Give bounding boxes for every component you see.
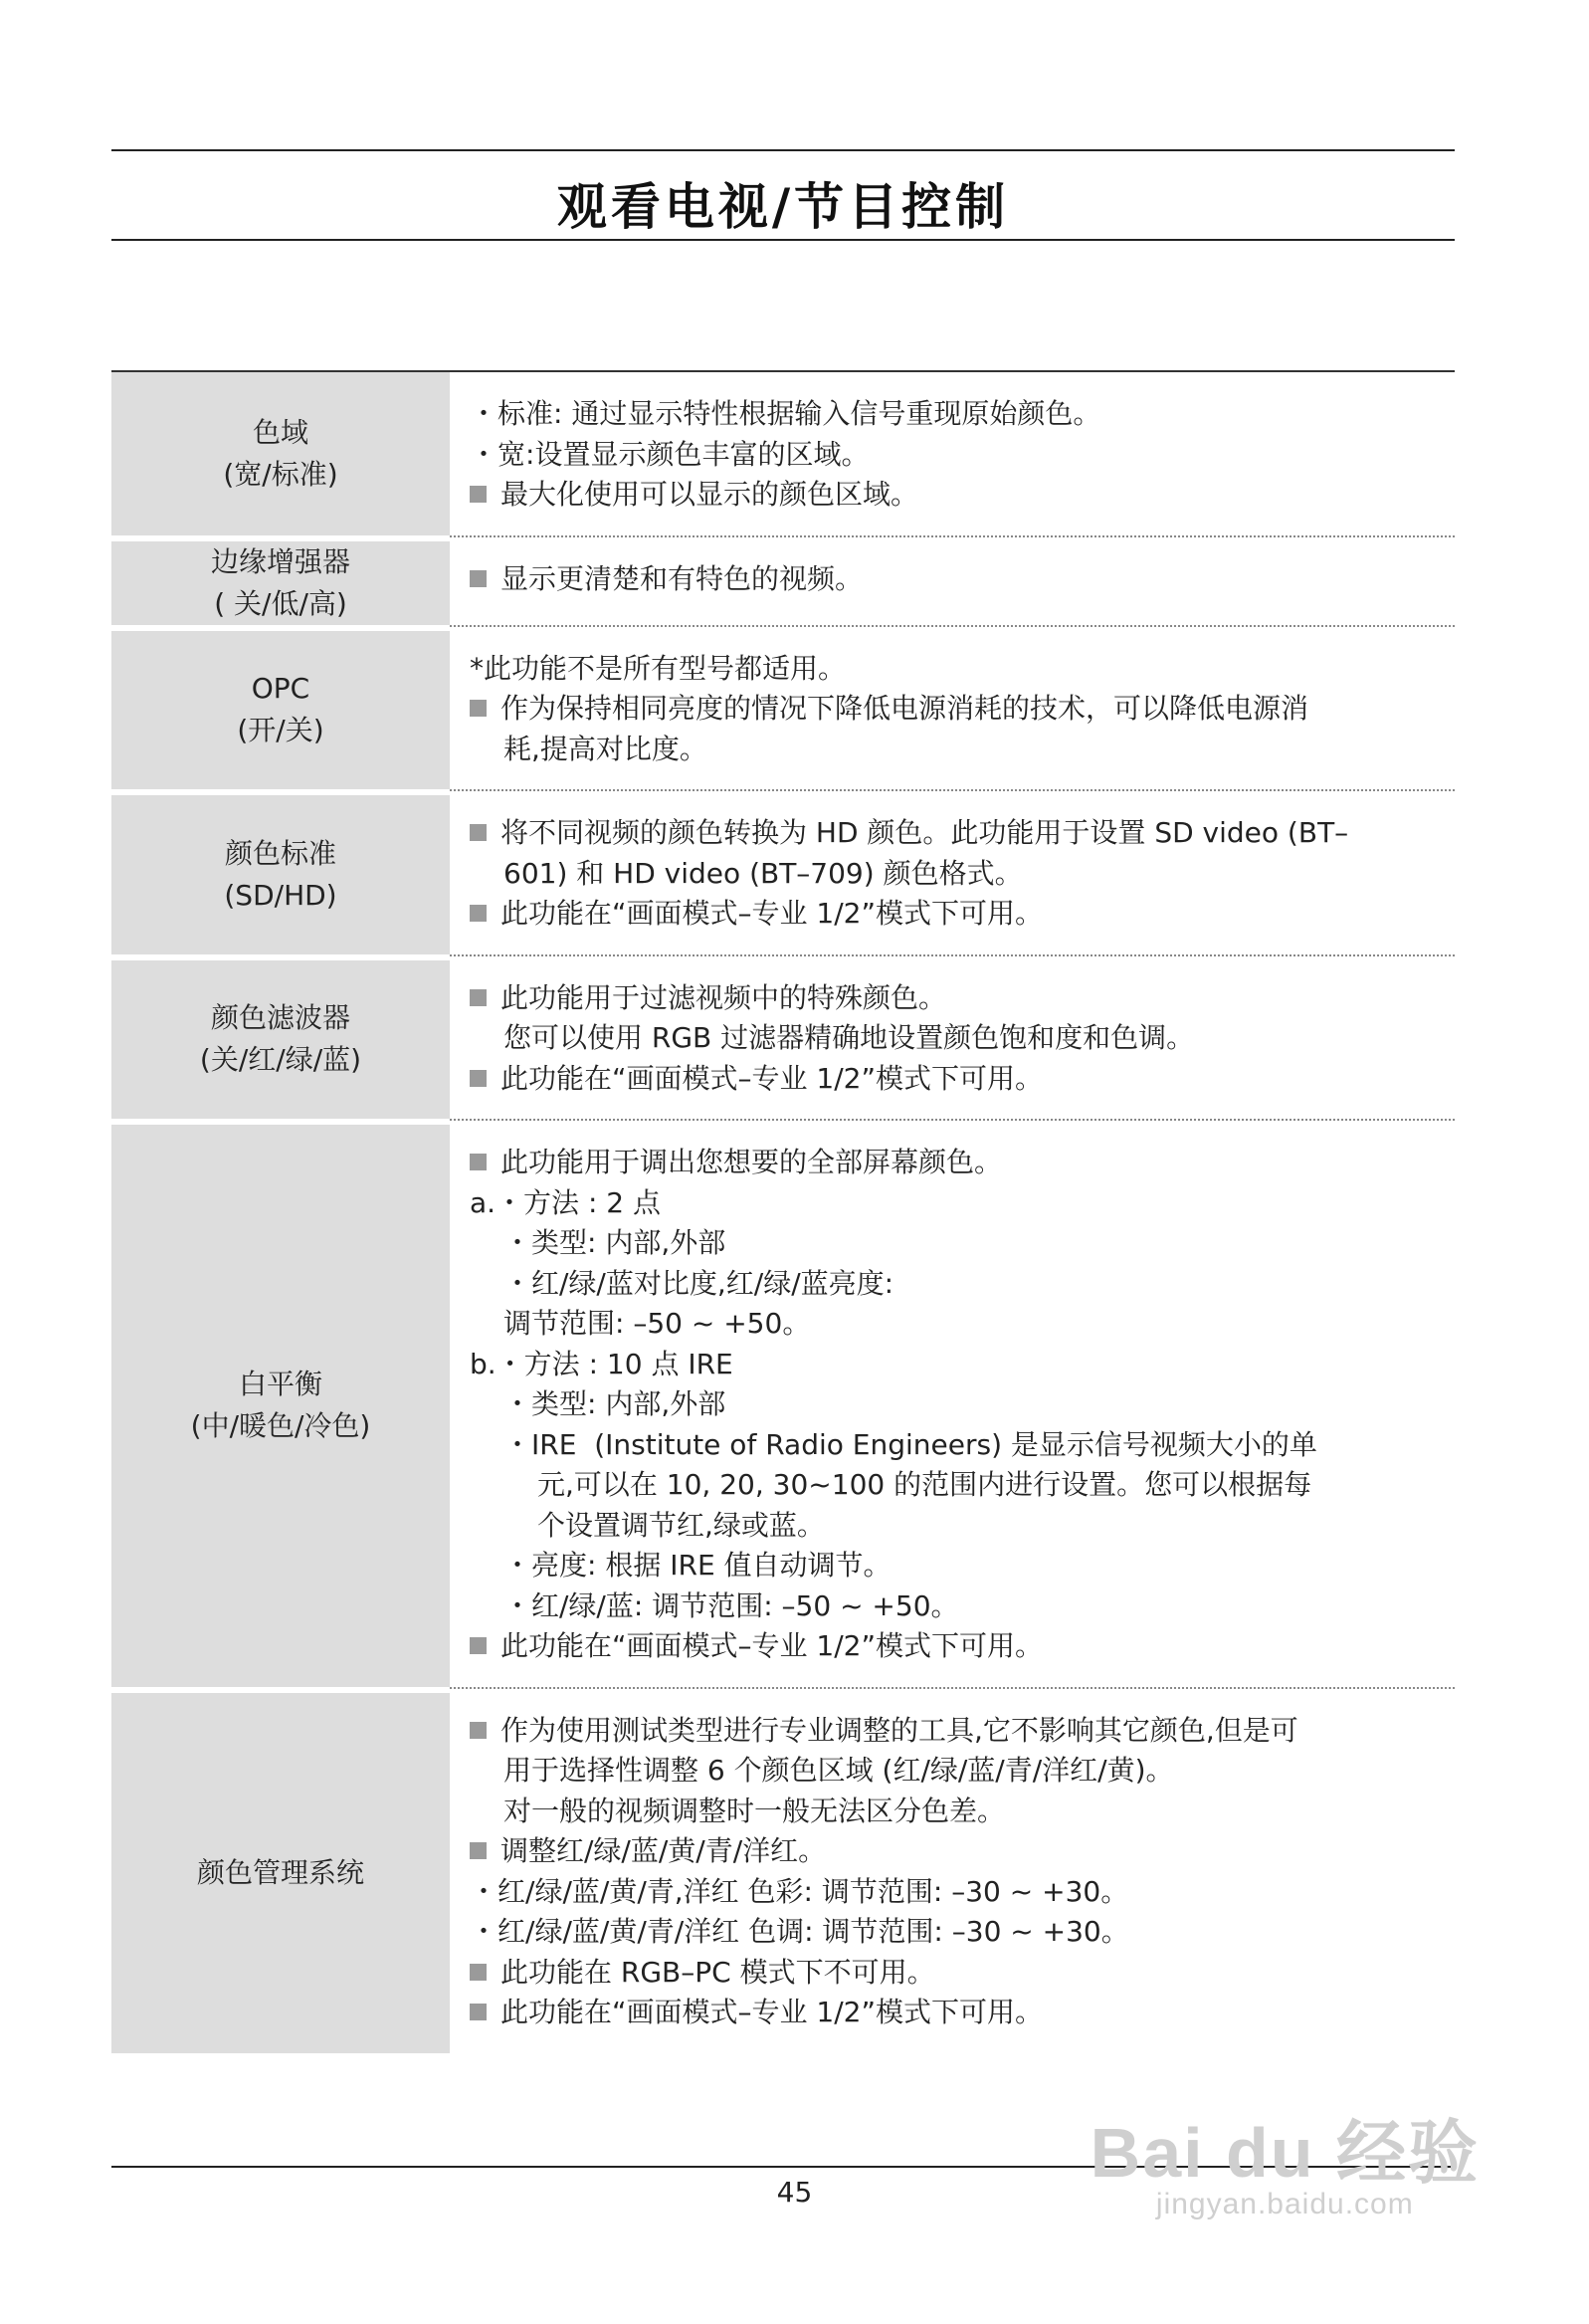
- description-line: [470, 689, 1455, 730]
- dot-bullet-icon: ・: [470, 437, 498, 471]
- description-text: 将不同视频的颜色转换为 HD 颜色。此功能用于设置 SD video (BT–: [500, 816, 1349, 849]
- description-line: [470, 1953, 1455, 1994]
- description-line: [470, 1912, 1455, 1953]
- description-line: [470, 1711, 1455, 1752]
- description-text: 作为使用测试类型进行专业调整的工具,它不影响其它颜色,但是可: [500, 1713, 1298, 1747]
- setting-description: [450, 625, 1455, 790]
- setting-label-line: ( 关/低/高): [214, 586, 347, 620]
- description-text: 调整红/绿/蓝/黄/青/洋红。: [500, 1834, 827, 1867]
- page-title: 观看电视/节目控制: [556, 178, 1010, 236]
- setting-label: [111, 1687, 450, 2053]
- setting-description: [450, 954, 1455, 1120]
- setting-label-line: 色域: [252, 415, 308, 449]
- settings-table: [111, 370, 1455, 2053]
- description-line: [470, 854, 1455, 895]
- description-line: [470, 1345, 1455, 1385]
- setting-row: [111, 789, 1455, 954]
- square-bullet-icon: [470, 1154, 487, 1170]
- page-number: 45: [776, 2176, 813, 2209]
- description-text: 元,可以在 10, 20, 30~100 的范围内进行设置。您可以根据每: [537, 1468, 1312, 1501]
- description-text: 此功能在 RGB–PC 模式下不可用。: [500, 1955, 935, 1989]
- description-line: [470, 1792, 1455, 1832]
- description-text: ・亮度: 根据 IRE 值自动调节。: [503, 1549, 892, 1582]
- setting-row: [111, 625, 1455, 790]
- setting-label-line: (开/关): [237, 714, 324, 747]
- description-text: 调节范围: –50 ~ +50。: [503, 1307, 811, 1340]
- description-line: [470, 894, 1455, 935]
- description-line: [470, 1304, 1455, 1345]
- square-bullet-icon: [470, 1637, 487, 1654]
- watermark-brand: Bai du 经验: [1090, 2114, 1480, 2192]
- description-text: 601) 和 HD video (BT–709) 颜色格式。: [503, 856, 1023, 890]
- description-line: [470, 1223, 1455, 1264]
- description-text: 对一般的视频调整时一般无法区分色差。: [503, 1794, 1006, 1827]
- setting-label: [111, 372, 450, 535]
- description-text: 此功能用于过滤视频中的特殊颜色。: [500, 980, 947, 1014]
- baidu-watermark: [1090, 2114, 1480, 2221]
- header-top-rule: [111, 149, 1455, 151]
- description-line: [470, 1872, 1455, 1913]
- description-line: [470, 1018, 1455, 1059]
- description-line: [470, 559, 1455, 600]
- setting-label: [111, 954, 450, 1120]
- header-bottom-rule: [111, 239, 1455, 241]
- description-text: 此功能在“画面模式–专业 1/2”模式下可用。: [500, 897, 1043, 930]
- setting-label-line: 颜色标准: [224, 836, 336, 870]
- description-text: 此功能在“画面模式–专业 1/2”模式下可用。: [500, 1996, 1043, 2028]
- square-bullet-icon: [470, 1842, 487, 1859]
- description-text: 标准: 通过显示特性根据输入信号重现原始颜色。: [497, 397, 1101, 430]
- setting-row: [111, 1119, 1455, 1687]
- setting-description: [450, 1119, 1455, 1687]
- setting-label-line: OPC: [251, 672, 310, 706]
- description-line: [470, 1586, 1455, 1627]
- square-bullet-icon: [470, 570, 487, 587]
- square-bullet-icon: [470, 1964, 487, 1981]
- description-line: [470, 1264, 1455, 1305]
- setting-label-line: 白平衡: [238, 1368, 322, 1401]
- description-line: [470, 1059, 1455, 1100]
- square-bullet-icon: [470, 1722, 487, 1739]
- setting-description: [450, 535, 1455, 625]
- description-text: ・类型: 内部,外部: [503, 1387, 726, 1420]
- setting-row: [111, 954, 1455, 1120]
- description-text: 用于选择性调整 6 个颜色区域 (红/绿/蓝/青/洋红/黄)。: [503, 1754, 1174, 1787]
- setting-label: [111, 535, 450, 625]
- description-text: 您可以使用 RGB 过滤器精确地设置颜色饱和度和色调。: [503, 1021, 1195, 1054]
- description-text: ・红/绿/蓝对比度,红/绿/蓝亮度:: [503, 1266, 894, 1300]
- description-line: [470, 730, 1455, 770]
- description-text: ・红/绿/蓝: 调节范围: –50 ~ +50。: [503, 1588, 959, 1622]
- square-bullet-icon: [470, 1070, 487, 1087]
- setting-row: [111, 535, 1455, 625]
- setting-label-line: (中/暖色/冷色): [190, 1409, 371, 1443]
- setting-label-line: 边缘增强器: [210, 544, 350, 578]
- description-text: 此功能用于调出您想要的全部屏幕颜色。: [500, 1146, 1003, 1178]
- description-text: *此功能不是所有型号都适用。: [470, 651, 847, 685]
- description-text: 红/绿/蓝/黄/青,洋红 色彩: 调节范围: –30 ~ +30。: [497, 1874, 1129, 1908]
- description-line: [470, 1183, 1455, 1224]
- square-bullet-icon: [470, 905, 487, 922]
- setting-description: [450, 1687, 1455, 2053]
- description-text: 显示更清楚和有特色的视频。: [500, 561, 864, 595]
- description-line: [470, 1506, 1455, 1547]
- setting-label: [111, 789, 450, 954]
- description-text: 此功能在“画面模式–专业 1/2”模式下可用。: [500, 1629, 1043, 1662]
- description-line: [470, 475, 1455, 516]
- description-line: [470, 1425, 1455, 1466]
- description-text: ・IRE (Institute of Radio Engineers) 是显示信号视频大小的单: [503, 1427, 1317, 1461]
- setting-description: [450, 789, 1455, 954]
- square-bullet-icon: [470, 824, 487, 841]
- setting-label: [111, 625, 450, 790]
- description-line: [470, 1751, 1455, 1792]
- description-text: 耗,提高对比度。: [503, 732, 707, 765]
- description-text: 宽:设置显示颜色丰富的区域。: [497, 437, 870, 471]
- description-line: [470, 1831, 1455, 1872]
- description-line: [470, 1546, 1455, 1586]
- description-text: b.・方法 : 10 点 IRE: [470, 1347, 733, 1380]
- watermark-url: jingyan.baidu.com: [1155, 2188, 1414, 2220]
- description-line: [470, 1993, 1455, 2033]
- description-text: 最大化使用可以显示的颜色区域。: [500, 478, 919, 511]
- description-line: [470, 1626, 1455, 1667]
- description-line: [470, 1384, 1455, 1425]
- square-bullet-icon: [470, 700, 487, 717]
- dot-bullet-icon: ・: [470, 1915, 498, 1948]
- setting-label-line: 颜色管理系统: [196, 1855, 364, 1889]
- description-line: [470, 435, 1455, 476]
- description-line: [470, 813, 1455, 854]
- description-line: [470, 1143, 1455, 1183]
- description-text: 此功能在“画面模式–专业 1/2”模式下可用。: [500, 1061, 1043, 1095]
- setting-label-line: (关/红/绿/蓝): [199, 1043, 362, 1077]
- description-line: [470, 394, 1455, 435]
- setting-label-line: (宽/标准): [223, 457, 338, 491]
- setting-label-line: 颜色滤波器: [210, 1001, 350, 1035]
- description-text: ・类型: 内部,外部: [503, 1226, 726, 1259]
- description-line: [470, 649, 1455, 690]
- setting-label-line: (SD/HD): [224, 878, 337, 912]
- square-bullet-icon: [470, 989, 487, 1006]
- setting-row: [111, 372, 1455, 535]
- setting-row: [111, 1687, 1455, 2053]
- description-line: [470, 978, 1455, 1019]
- dot-bullet-icon: ・: [470, 397, 498, 430]
- dot-bullet-icon: ・: [470, 1874, 498, 1908]
- description-line: [470, 1465, 1455, 1506]
- description-text: 个设置调节红,绿或蓝。: [537, 1508, 825, 1542]
- square-bullet-icon: [470, 486, 487, 503]
- setting-description: [450, 372, 1455, 535]
- setting-label: [111, 1119, 450, 1687]
- description-text: 红/绿/蓝/黄/青/洋红 色调: 调节范围: –30 ~ +30。: [497, 1915, 1129, 1948]
- description-text: 作为保持相同亮度的情况下降低电源消耗的技术，可以降低电源消: [500, 692, 1309, 725]
- square-bullet-icon: [470, 2004, 487, 2020]
- description-text: a.・方法 : 2 点: [470, 1185, 662, 1219]
